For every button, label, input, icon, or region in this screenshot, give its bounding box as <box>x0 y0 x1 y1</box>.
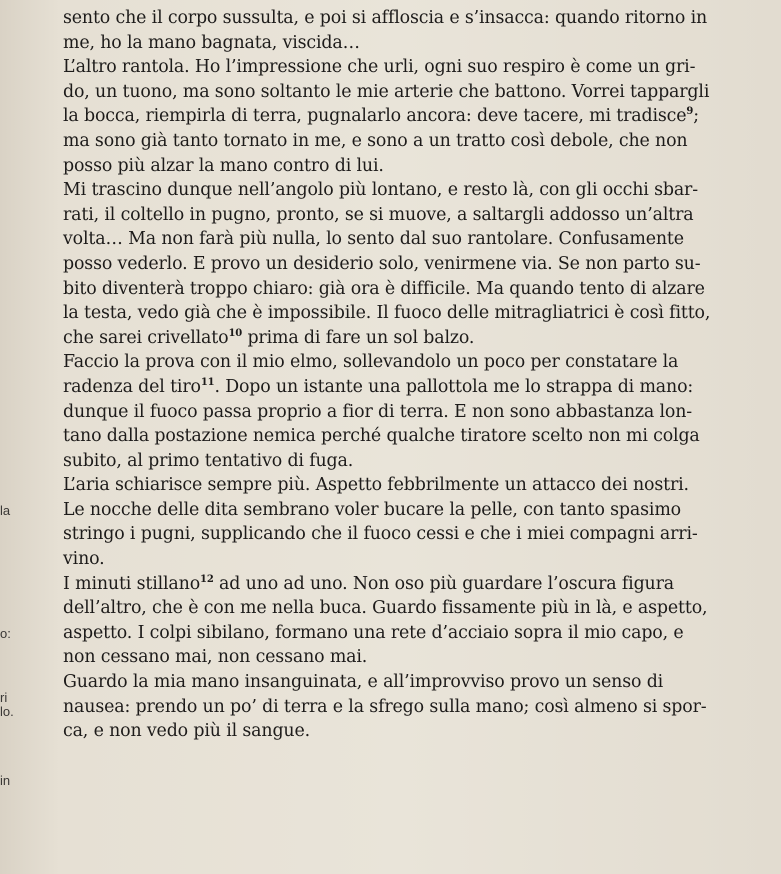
text-line: do, un tuono, ma sono soltanto le mie arterie che battono. Vorrei tappargli <box>63 81 710 102</box>
text-line: aspetto. I colpi sibilano, formano una rete d’acciaio sopra il mio capo, e <box>63 622 684 643</box>
text-line: bito diventerà troppo chiaro: già ora è difficile. Ma quando tento di alzare <box>63 278 705 299</box>
margin-note: la <box>0 503 11 518</box>
text-line-end: prima di fare un sol balzo. <box>242 327 475 348</box>
text-line: vino. <box>63 549 105 570</box>
text-line: me, ho la mano bagnata, viscida… <box>63 32 360 53</box>
text-line: Guardo la mia mano insanguinata, e all’improvviso provo un senso di <box>63 672 664 693</box>
body-text <box>63 6 775 744</box>
text-line: posso più alzar la mano contro di lui. <box>63 155 384 176</box>
text-line-start: I minuti stillano <box>63 573 201 594</box>
text-line <box>63 375 775 400</box>
text-line: Le nocche delle dita sembrano voler bucare la pelle, con tanto spasimo <box>63 499 681 520</box>
text-line: Faccio la prova con il mio elmo, sollevandolo un poco per constatare la <box>63 352 679 373</box>
text-line: Mi trascino dunque nell’angolo più lontano, e resto là, con gli occhi sbar- <box>63 180 698 201</box>
text-line: ca, e non vedo più il sangue. <box>63 721 310 742</box>
text-line <box>63 326 775 351</box>
text-line-end: ad uno ad uno. Non oso più guardare l’oscura figura <box>213 573 674 594</box>
text-line: subito, al primo tentativo di fuga. <box>63 450 354 471</box>
text-line: stringo i pugni, supplicando che il fuoco cessi e che i miei compagni arri- <box>63 524 698 545</box>
footnote-marker: 11 <box>200 377 215 389</box>
margin-note: ri <box>0 690 8 705</box>
text-line-end: . Dopo un istante una pallottola me lo strappa di mano: <box>214 376 694 397</box>
text-line: rati, il coltello in pugno, pronto, se si muove, a saltargli addosso un’altra <box>63 204 694 225</box>
text-line: non cessano mai, non cessano mai. <box>63 647 368 668</box>
text-line: L’aria schiarisce sempre più. Aspetto febbrilmente un attacco dei nostri. <box>63 475 689 496</box>
footnote-marker: 10 <box>228 327 243 339</box>
margin-note: o: <box>0 626 11 641</box>
text-line <box>63 104 775 129</box>
text-line: posso vederlo. E provo un desiderio solo, venirmene via. Se non parto su- <box>63 253 701 274</box>
text-line: ma sono già tanto tornato in me, e sono a un tratto così debole, che non <box>63 130 688 151</box>
footnote-marker: 12 <box>200 573 214 585</box>
text-line: nausea: prendo un po’ di terra e la sfrego sulla mano; così almeno si spor- <box>63 696 707 717</box>
text-line: dell’altro, che è con me nella buca. Guardo fissamente più in là, e aspetto, <box>63 598 708 619</box>
footnote-marker: 9 <box>686 106 694 118</box>
text-line: dunque il fuoco passa proprio a fior di terra. E non sono abbastanza lon- <box>63 401 693 422</box>
text-line: tano dalla postazione nemica perché qualche tiratore scelto non mi colga <box>63 426 700 447</box>
text-line-start: la bocca, riempirla di terra, pugnalarlo ancora: deve tacere, mi tradisce <box>63 106 687 127</box>
margin-note: in <box>0 773 11 788</box>
text-line-start: radenza del tiro <box>63 376 201 397</box>
margin-note: lo. <box>0 704 14 719</box>
text-line: L’altro rantola. Ho l’impressione che urli, ogni suo respiro è come un gri- <box>63 57 696 78</box>
text-line-start: che sarei crivellato <box>63 327 229 348</box>
text-line: volta… Ma non farà più nulla, lo sento dal suo rantolare. Confusamente <box>63 229 684 250</box>
text-line <box>63 572 775 597</box>
text-line-end: ; <box>693 106 699 127</box>
text-line: sento che il corpo sussulta, e poi si affloscia e s’insacca: quando ritorno in <box>63 8 708 28</box>
text-line: la testa, vedo già che è impossibile. Il fuoco delle mitragliatrici è così fitto, <box>63 303 711 324</box>
